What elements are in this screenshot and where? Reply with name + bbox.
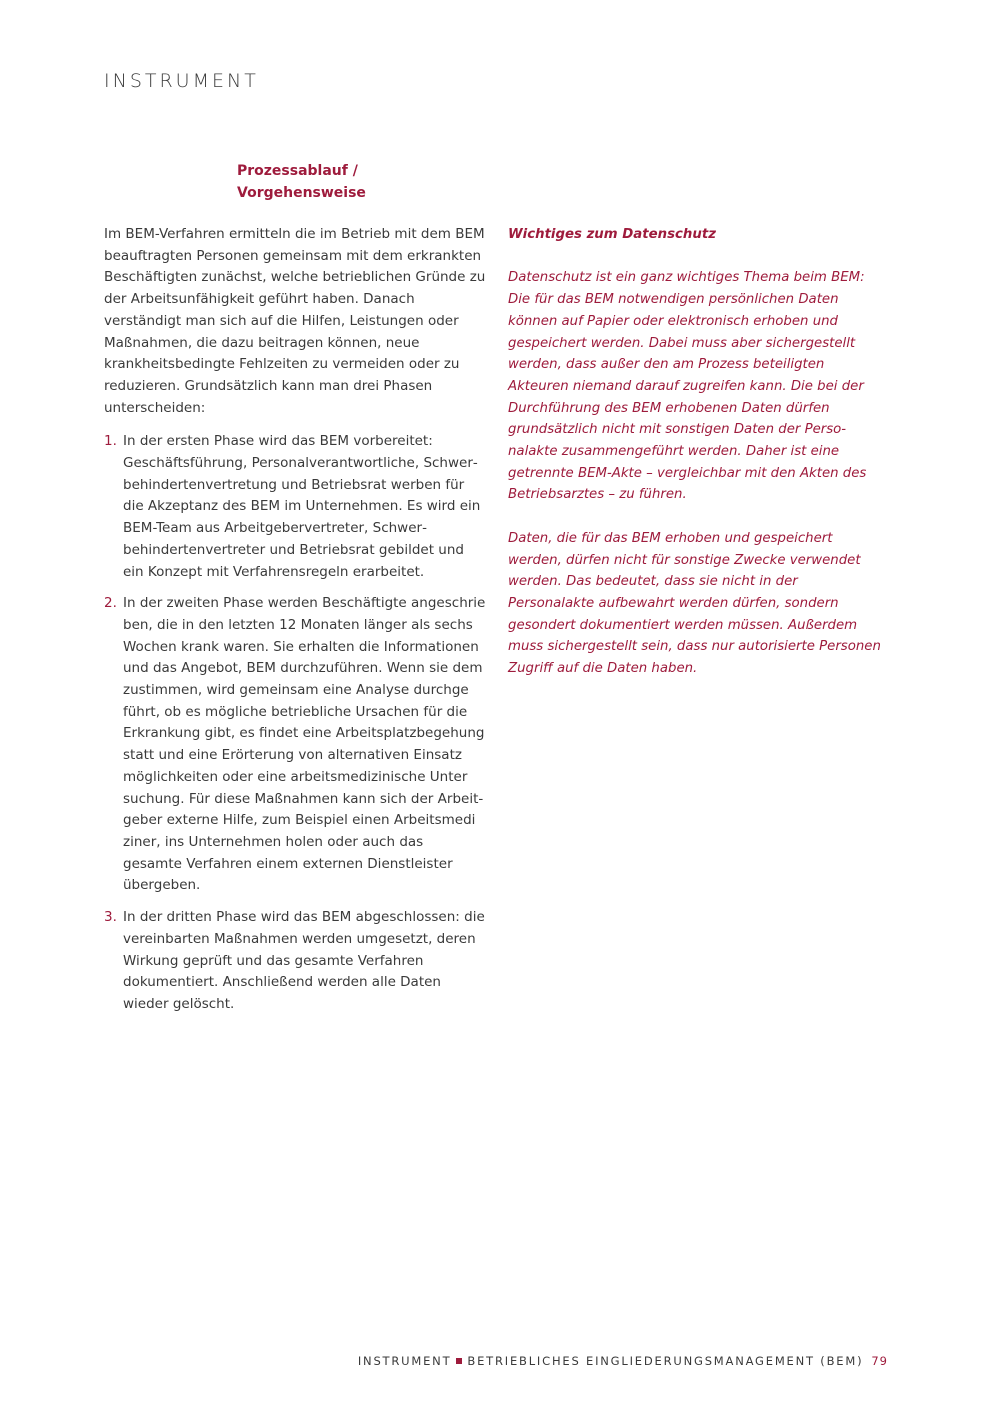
data-protection-paragraph-2: Daten, die für das BEM erhoben und gespeichert werden, dürfen nicht für sonstige Zwecke verwendet werden. Das bedeutet, dass sie nicht in der Personalakte aufbewahrt werden dürfen, sondern gesondert dokumentiert werden müssen. Außerdem muss sichergestellt sein, dass nur autorisierte Personen Zugriff auf die Daten haben. — [508, 530, 881, 677]
footer-title: BETRIEBLICHES EINGLIEDERUNGSMANAGEMENT (BEM) — [467, 1354, 864, 1368]
data-protection-box — [508, 224, 886, 701]
list-number: 1. — [104, 433, 117, 450]
page-number: 79 — [871, 1354, 888, 1368]
page-footer — [358, 1354, 888, 1368]
list-item — [104, 593, 486, 897]
section-title-line2: Vorgehensweise — [237, 185, 366, 201]
list-text: In der dritten Phase wird das BEM abgeschlossen: die vereinbarten Maßnahmen werden umgesetzt, deren Wirkung geprüft und das gesamte Verfahren dokumentiert. Anschließend werden alle Daten wieder gelöscht. — [123, 909, 485, 1012]
list-number: 2. — [104, 595, 117, 612]
data-protection-paragraph-1: Datenschutz ist ein ganz wichtiges Thema beim BEM: Die für das BEM notwendigen persönlichen Daten können auf Papier oder elektronisch erhoben und gespeichert werden. Dabei muss aber sichergestellt werden, dass außer den am Prozess beteiligten Akteuren niemand darauf zugreifen kann. Die bei der Durchführung des BEM erhobenen Daten dürfen grundsätzlich nicht mit sonstigen Daten der Personalakte zusammengeführt werden. Daher ist eine getrennte BEM-Akte – vergleichbar mit den Akten des Betriebsarztes – zu führen. — [508, 270, 867, 503]
list-item — [104, 431, 486, 583]
list-text: In der ersten Phase wird das BEM vorbereitet: Geschäftsführung, Personalverantwortliche, Schwerbehindertenvertretung und Betriebsrat werben für die Akzeptanz des BEM im Unternehmen. Es wird ein BEM-Team aus Arbeitgebervertreter, Schwerbehindertenvertreter und Betriebsrat gebildet und ein Konzept mit Verfahrensregeln erarbeitet. — [123, 433, 481, 580]
phase-list — [104, 431, 486, 1015]
footer-separator-square-icon — [456, 1358, 462, 1364]
main-text-column — [104, 224, 486, 1026]
list-item — [104, 907, 486, 1016]
section-title-line1: Prozessablauf / — [237, 163, 358, 179]
footer-section: INSTRUMENT — [357, 1354, 452, 1368]
page-header: INSTRUMENT — [104, 70, 259, 92]
data-protection-heading: Wichtiges zum Datenschutz — [508, 227, 716, 242]
section-title — [237, 160, 366, 204]
list-text: In der zweiten Phase werden Beschäftigte angeschrie ben, die in den letzten 12 Monaten länger als sechs Wochen krank waren. Sie erhalten die Informationen und das Angebot, BEM durchzuführen. Wenn sie dem zustimmen, wird gemeinsam eine Analyse durchge führt, ob es mögliche betriebliche Ursachen für die Erkrankung gibt, es findet eine Arbeitsplatzbegehung statt und eine Erörterung von alternativen Einsatz möglichkeiten oder eine arbeitsmedizinische Unter suchung. Für diese Maßnahmen kann sich der Arbeitgeber externe Hilfe, zum Beispiel einen Arbeitsmedi ziner, ins Unternehmen holen oder auch das gesamte Verfahren einem externen Dienstleister übergeben. — [123, 595, 486, 894]
intro-paragraph: Im BEM-Verfahren ermitteln die im Betrieb mit dem BEM beauftragten Personen gemeinsam mit dem erkrankten Beschäftigten zunächst, welche betrieblichen Gründe zu der Arbeitsunfähigkeit geführt haben. Danach verständigt man sich auf die Hilfen, Leistungen oder Maßnahmen, die dazu beitragen können, neue krankheitsbedingte Fehlzeiten zu vermeiden oder zu reduzieren. Grundsätzlich kann man drei Phasen unterscheiden: — [104, 226, 486, 416]
list-number: 3. — [104, 909, 117, 926]
